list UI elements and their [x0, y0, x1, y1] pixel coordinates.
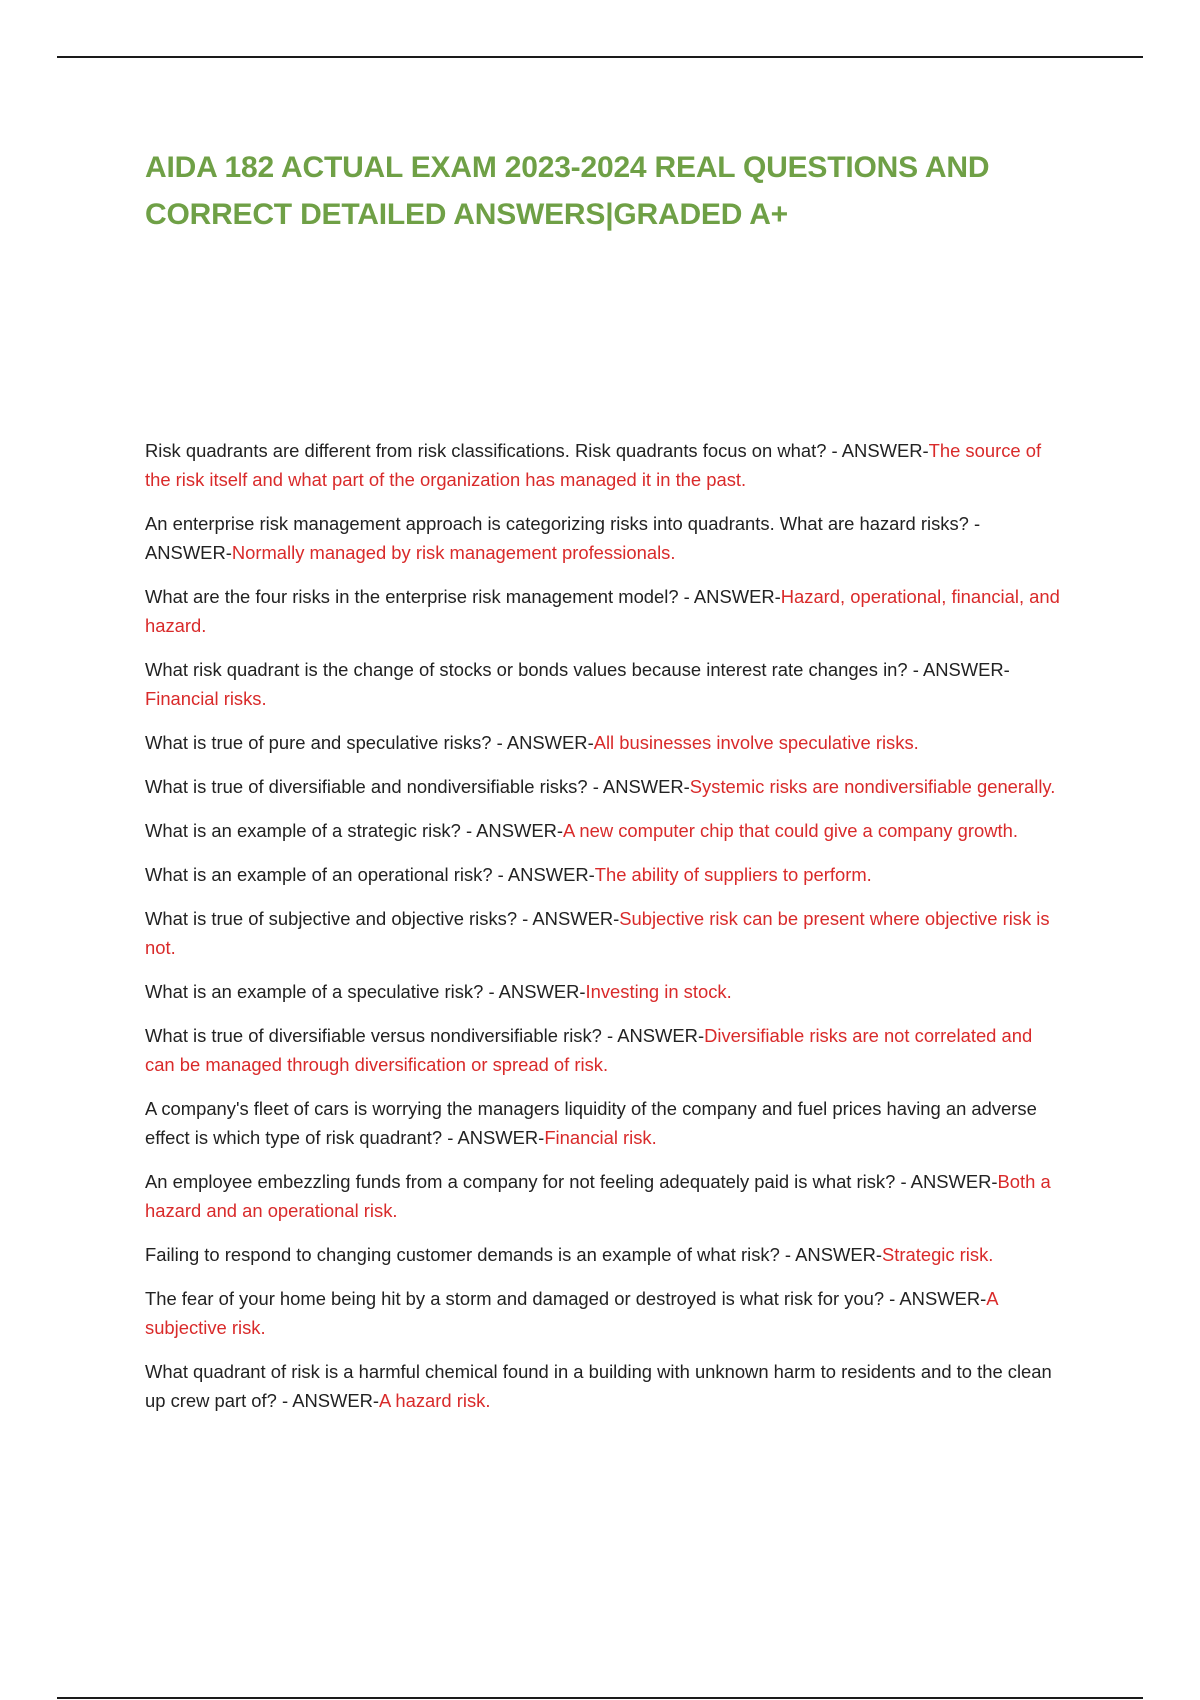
- question-text: An enterprise risk management approach is categorizing risks into quadrants. What are hazard risks? - ANSWER-: [145, 513, 981, 563]
- question-text: Failing to respond to changing customer demands is an example of what risk? - ANSWER-: [145, 1244, 882, 1265]
- top-rule: [57, 56, 1143, 58]
- question-text: An employee embezzling funds from a company for not feeling adequately paid is what risk? - ANSWER-: [145, 1171, 998, 1192]
- question-text: What is true of subjective and objective risks? - ANSWER-: [145, 908, 620, 929]
- answer-text: Normally managed by risk management professionals.: [231, 542, 676, 563]
- qa-item: [145, 1284, 1060, 1342]
- question-text: What is an example of a strategic risk? - ANSWER-: [145, 820, 564, 841]
- qa-item: [145, 1357, 1060, 1415]
- answer-text: A hazard risk.: [379, 1390, 491, 1411]
- answer-text: A new computer chip that could give a company growth.: [563, 820, 1018, 841]
- question-text: What is true of diversifiable versus nondiversifiable risk? - ANSWER-: [145, 1025, 705, 1046]
- bottom-rule: [57, 1697, 1143, 1699]
- answer-text: The ability of suppliers to perform.: [594, 864, 872, 885]
- answer-text: All businesses involve speculative risks.: [593, 732, 919, 753]
- qa-item: [145, 904, 1060, 962]
- qa-item: [145, 1240, 1060, 1269]
- qa-item: [145, 1021, 1060, 1079]
- question-text: Risk quadrants are different from risk classifications. Risk quadrants focus on what? - ANSWER-: [145, 440, 929, 461]
- answer-text: Hazard, operational, financial, and hazard.: [145, 586, 1060, 636]
- question-text: What is true of pure and speculative risks? - ANSWER-: [145, 732, 594, 753]
- qa-item: [145, 977, 1060, 1006]
- question-text: What is an example of an operational risk? - ANSWER-: [145, 864, 595, 885]
- question-text: What quadrant of risk is a harmful chemical found in a building with unknown harm to residents and to the clean up crew part of? - ANSWER-: [145, 1361, 1052, 1411]
- question-text: A company's fleet of cars is worrying the managers liquidity of the company and fuel prices having an adverse effect is which type of risk quadrant? - ANSWER-: [145, 1098, 1037, 1148]
- answer-text: The source of the risk itself and what part of the organization has managed it in the past.: [145, 440, 1042, 490]
- answer-text: Both a hazard and an operational risk.: [145, 1171, 1051, 1221]
- qa-item: [145, 728, 1060, 757]
- answer-text: Subjective risk can be present where objective risk is not.: [145, 908, 1050, 958]
- document-title: AIDA 182 ACTUAL EXAM 2023-2024 REAL QUESTIONS AND CORRECT DETAILED ANSWERS|GRADED A+: [145, 151, 990, 231]
- qa-item: [145, 655, 1060, 713]
- question-text: What are the four risks in the enterprise risk management model? - ANSWER-: [145, 586, 781, 607]
- question-text: What is true of diversifiable and nondiversifiable risks? - ANSWER-: [145, 776, 690, 797]
- question-text: The fear of your home being hit by a storm and damaged or destroyed is what risk for you? - ANSWER-: [145, 1288, 987, 1309]
- answer-text: A subjective risk.: [145, 1288, 998, 1338]
- question-text: What risk quadrant is the change of stocks or bonds values because interest rate changes in? - ANSWER-: [145, 659, 1010, 680]
- answer-text: Diversifiable risks are not correlated and can be managed through diversification or spread of risk.: [145, 1025, 1033, 1075]
- qa-item: [145, 582, 1060, 640]
- qa-item: [145, 436, 1060, 494]
- answer-text: Strategic risk.: [882, 1244, 994, 1265]
- answer-text: Investing in stock.: [585, 981, 732, 1002]
- qa-item: [145, 1167, 1060, 1225]
- answer-text: Financial risk.: [544, 1127, 657, 1148]
- qa-list: [145, 436, 1060, 1430]
- qa-item: [145, 860, 1060, 889]
- qa-item: [145, 772, 1060, 801]
- answer-text: Systemic risks are nondiversifiable generally.: [689, 776, 1056, 797]
- qa-item: [145, 816, 1060, 845]
- qa-item: [145, 1094, 1060, 1152]
- qa-item: [145, 509, 1060, 567]
- question-text: What is an example of a speculative risk? - ANSWER-: [145, 981, 586, 1002]
- answer-text: Financial risks.: [145, 688, 267, 709]
